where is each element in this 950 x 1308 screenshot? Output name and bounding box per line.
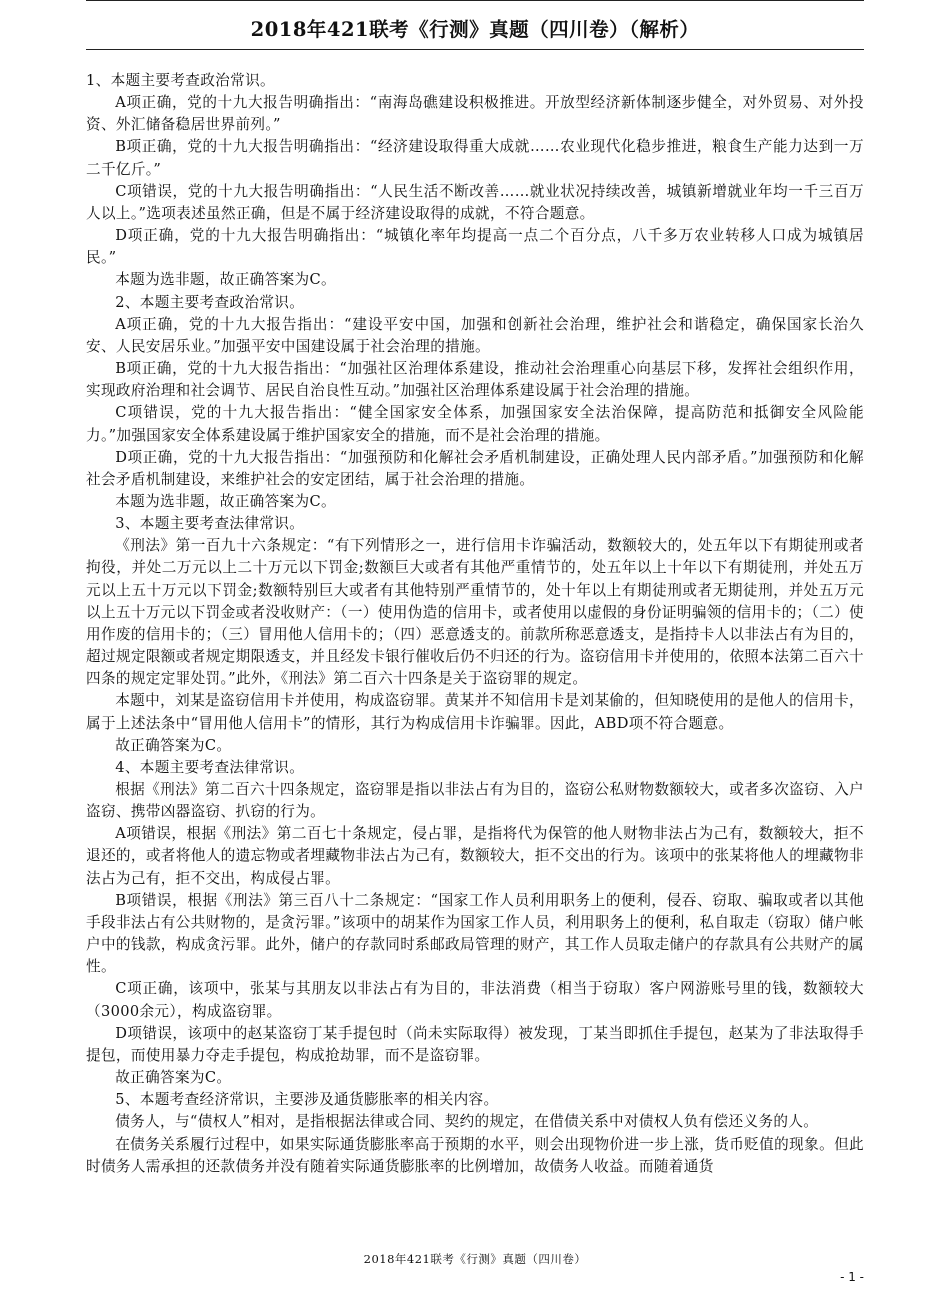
title-underline [86,49,864,50]
document-body [86,70,864,1178]
body-paragraph: B项正确，党的十九大报告明确指出：“经济建设取得重大成就……农业现代化稳步推进，粮食生产能力达到一万二千亿斤。” [86,138,864,178]
body-paragraph: 本题中，刘某是盗窃信用卡并使用，构成盗窃罪。黄某并不知信用卡是刘某偷的，但知晓使用的是他人的信用卡，属于上述法条中“冒用他人信用卡”的情形，其行为构成信用卡诈骗罪。因此，ABD项不符合题意。 [86,692,864,732]
body-paragraph: D项正确，党的十九大报告指出：“加强预防和化解社会矛盾机制建设，正确处理人民内部矛盾。”加强预防和化解社会矛盾机制建设，来维护社会的安定团结，属于社会治理的措施。 [86,448,864,488]
document-title: 2018年421联考《行测》真题（四川卷）（解析） [250,18,700,41]
body-paragraph: B项正确，党的十九大报告指出：“加强社区治理体系建设，推动社会治理重心向基层下移，发挥社会组织作用，实现政府治理和社会调节、居民自治良性互动。”加强社区治理体系建设属于社会治理的措施。 [86,360,864,400]
page-footer: 2018年421联考《行测》真题（四川卷） [363,1252,587,1266]
body-paragraph: 债务人，与“债权人”相对，是指根据法律或合同、契约的规定，在借债关系中对债权人负有偿还义务的人。 [115,1113,819,1131]
top-border-rule [86,0,864,1]
page-number: - 1 - [840,1270,864,1284]
body-paragraph: 2、本题主要考查政治常识。 [115,293,305,311]
body-paragraph: B项错误，根据《刑法》第三百八十二条规定：“国家工作人员利用职务上的便利，侵吞、窃取、骗取或者以其他手段非法占有公共财物的，是贪污罪。”该项中的胡某作为国家工作人员，利用职务上的便利，私自取走（窃取）储户帐户中的钱款，构成贪污罪。此外，储户的存款同时系邮政局管理的财产，其工作人员取走储户的存款具有公共财产的属性。 [86,891,864,976]
body-paragraph: 4、本题主要考查法律常识。 [115,758,305,776]
body-paragraph: 本题为选非题，故正确答案为C。 [115,492,336,510]
body-paragraph: C项错误，党的十九大报告指出：“健全国家安全体系，加强国家安全法治保障，提高防范和抵御安全风险能力。”加强国家安全体系建设属于维护国家安全的措施，而不是社会治理的措施。 [86,404,864,444]
body-paragraph: C项错误，党的十九大报告明确指出：“人民生活不断改善……就业状况持续改善，城镇新增就业年均一千三百万人以上。”选项表述虽然正确，但是不属于经济建设取得的成就，不符合题意。 [86,182,864,222]
body-paragraph: A项正确，党的十九大报告指出：“建设平安中国，加强和创新社会治理，维护社会和谐稳定，确保国家长治久安、人民安居乐业。”加强平安中国建设属于社会治理的措施。 [86,315,864,355]
body-paragraph: 《刑法》第一百九十六条规定：“有下列情形之一，进行信用卡诈骗活动，数额较大的，处五年以下有期徒刑或者拘役，并处二万元以上二十万元以下罚金;数额巨大或者有其他严重情节的，处五年以上十年以下有期徒刑，并处五万元以上五十万元以下罚金;数额特别巨大或者有其他特别严重情节的，处十年以上有期徒刑或者无期徒刑，并处五万元以上五十万元以下罚金或者没收财产：（一）使用伪造的信用卡，或者使用以虚假的身份证明骗领的信用卡的；（二）使用作废的信用卡的；（三）冒用他人信用卡的；（四）恶意透支的。前款所称恶意透支，是指持卡人以非法占有为目的，超过规定限额或者规定期限透支，并且经发卡银行催收后仍不归还的行为。盗窃信用卡并使用的，依照本法第二百六十四条的规定定罪处罚。”此外，《刑法》第二百六十四条是关于盗窃罪的规定。 [86,537,864,688]
body-paragraph: 5、本题考查经济常识，主要涉及通货膨胀率的相关内容。 [115,1091,499,1109]
body-paragraph: 故正确答案为C。 [115,1069,232,1087]
body-paragraph: 本题为选非题，故正确答案为C。 [115,271,336,289]
body-paragraph: C项正确，该项中，张某与其朋友以非法占有为目的，非法消费（相当于窃取）客户网游账号里的钱，数额较大（3000余元），构成盗窃罪。 [86,980,864,1020]
body-paragraph: 根据《刑法》第二百六十四条规定，盗窃罪是指以非法占有为目的，盗窃公私财物数额较大，或者多次盗窃、入户盗窃、携带凶器盗窃、扒窃的行为。 [86,781,864,821]
body-paragraph: 故正确答案为C。 [115,736,232,754]
body-paragraph: D项错误，该项中的赵某盗窃丁某手提包时（尚未实际取得）被发现，丁某当即抓住手提包，赵某为了非法取得手提包，而使用暴力夺走手提包，构成抢劫罪，而不是盗窃罪。 [86,1024,864,1064]
body-paragraph: D项正确，党的十九大报告明确指出：“城镇化率年均提高一点二个百分点，八千多万农业转移人口成为城镇居民。” [86,227,864,267]
body-paragraph: 在债务关系履行过程中，如果实际通货膨胀率高于预期的水平，则会出现物价进一步上涨，货币贬值的现象。但此时债务人需承担的还款债务并没有随着实际通货膨胀率的比例增加，故债务人收益。而随着通货 [86,1135,864,1175]
body-paragraph: 1、本题主要考查政治常识。 [86,72,275,89]
body-paragraph: A项错误，根据《刑法》第二百七十条规定，侵占罪，是指将代为保管的他人财物非法占为己有，数额较大，拒不退还的，或者将他人的遗忘物或者埋藏物非法占为己有，数额较大，拒不交出的行为。该项中的张某将他人的埋藏物非法占为己有，拒不交出，构成侵占罪。 [86,825,864,887]
body-paragraph: A项正确，党的十九大报告明确指出：“南海岛礁建设积极推进。开放型经济新体制逐步健全，对外贸易、对外投资、外汇储备稳居世界前列。” [86,94,864,134]
body-paragraph: 3、本题主要考查法律常识。 [115,515,305,533]
